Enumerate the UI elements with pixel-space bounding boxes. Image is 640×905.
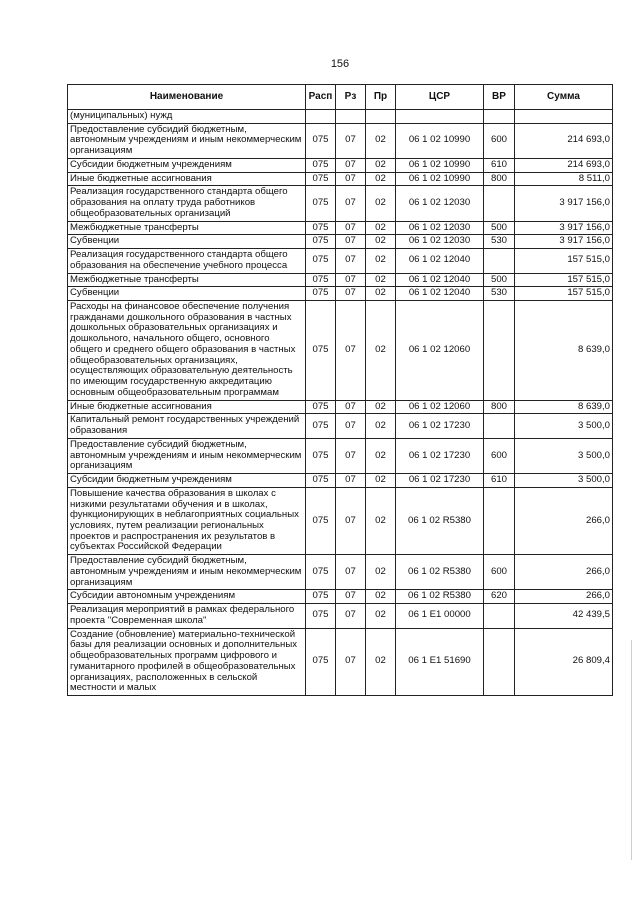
cell-csr: 06 1 02 12040 <box>396 287 484 301</box>
cell-rz: 07 <box>336 221 366 235</box>
cell-name: Предоставление субсидий бюджетным, автономным учреждениям и иным некоммерческим организациям <box>68 123 306 158</box>
cell-sum: 8 639,0 <box>515 400 613 414</box>
cell-rasp: 075 <box>306 555 336 590</box>
cell-name: Капитальный ремонт государственных учреждений образования <box>68 414 306 438</box>
table-row <box>68 301 613 401</box>
cell-csr <box>396 110 484 124</box>
table-header-row <box>68 85 613 110</box>
cell-vr: 620 <box>484 590 515 604</box>
table-row <box>68 273 613 287</box>
cell-rasp <box>306 110 336 124</box>
cell-rasp: 075 <box>306 287 336 301</box>
cell-rasp: 075 <box>306 221 336 235</box>
table-body <box>68 110 613 696</box>
table-row <box>68 487 613 554</box>
cell-name: Предоставление субсидий бюджетным, автономным учреждениям и иным некоммерческим организациям <box>68 555 306 590</box>
cell-csr: 06 1 02 R5380 <box>396 555 484 590</box>
cell-rz: 07 <box>336 123 366 158</box>
table-row <box>68 555 613 590</box>
header-rz: Рз <box>336 85 366 110</box>
cell-sum: 8 511,0 <box>515 172 613 186</box>
table-row <box>68 628 613 695</box>
cell-vr <box>484 414 515 438</box>
scan-edge-line <box>631 640 632 860</box>
cell-pr: 02 <box>366 438 396 473</box>
cell-sum: 157 515,0 <box>515 273 613 287</box>
cell-sum: 3 500,0 <box>515 474 613 488</box>
cell-vr: 610 <box>484 158 515 172</box>
cell-csr: 06 1 E1 51690 <box>396 628 484 695</box>
cell-csr: 06 1 02 12040 <box>396 249 484 273</box>
cell-rz: 07 <box>336 235 366 249</box>
cell-name: Субсидии автономным учреждениям <box>68 590 306 604</box>
cell-csr: 06 1 02 10990 <box>396 172 484 186</box>
cell-csr: 06 1 02 12060 <box>396 301 484 401</box>
cell-vr <box>484 301 515 401</box>
table-row <box>68 438 613 473</box>
cell-vr: 800 <box>484 400 515 414</box>
table-row <box>68 474 613 488</box>
cell-csr: 06 1 02 12060 <box>396 400 484 414</box>
cell-name: Межбюджетные трансферты <box>68 273 306 287</box>
header-vr: ВР <box>484 85 515 110</box>
cell-sum: 266,0 <box>515 487 613 554</box>
table-row <box>68 172 613 186</box>
cell-pr: 02 <box>366 273 396 287</box>
cell-rasp: 075 <box>306 628 336 695</box>
cell-rasp: 075 <box>306 158 336 172</box>
cell-name: Иные бюджетные ассигнования <box>68 400 306 414</box>
cell-pr <box>366 110 396 124</box>
cell-rz: 07 <box>336 172 366 186</box>
cell-csr: 06 1 02 R5380 <box>396 487 484 554</box>
cell-rz: 07 <box>336 273 366 287</box>
cell-csr: 06 1 02 17230 <box>396 474 484 488</box>
cell-rz: 07 <box>336 474 366 488</box>
cell-sum: 3 917 156,0 <box>515 235 613 249</box>
cell-rasp: 075 <box>306 301 336 401</box>
cell-name: Иные бюджетные ассигнования <box>68 172 306 186</box>
cell-csr: 06 1 02 12030 <box>396 221 484 235</box>
table-row <box>68 414 613 438</box>
table-row <box>68 249 613 273</box>
cell-name: Создание (обновление) материально-технической базы для реализации основных и дополнительных общеобразовательных программ цифрового и гуманитарного профилей в общеобразовательных организациях, расположенных в сельской местности и малых <box>68 628 306 695</box>
cell-rasp: 075 <box>306 487 336 554</box>
cell-pr: 02 <box>366 172 396 186</box>
cell-rz <box>336 110 366 124</box>
cell-name: Повышение качества образования в школах с низкими результатами обучения и в школах, функционирующих в неблагоприятных социальных условиях, путем реализации региональных проектов и распространения их результатов в субъектах Российской Федерации <box>68 487 306 554</box>
cell-sum: 8 639,0 <box>515 301 613 401</box>
cell-vr <box>484 110 515 124</box>
table-row <box>68 186 613 221</box>
table-row <box>68 235 613 249</box>
cell-csr: 06 1 02 17230 <box>396 438 484 473</box>
cell-rz: 07 <box>336 287 366 301</box>
header-csr: ЦСР <box>396 85 484 110</box>
cell-rz: 07 <box>336 555 366 590</box>
cell-rasp: 075 <box>306 235 336 249</box>
cell-pr: 02 <box>366 474 396 488</box>
cell-vr <box>484 604 515 628</box>
cell-rasp: 075 <box>306 474 336 488</box>
cell-vr <box>484 487 515 554</box>
cell-name: Субвенции <box>68 287 306 301</box>
cell-pr: 02 <box>366 400 396 414</box>
cell-sum: 3 917 156,0 <box>515 221 613 235</box>
cell-sum: 157 515,0 <box>515 249 613 273</box>
cell-name: (муниципальных) нужд <box>68 110 306 124</box>
cell-csr: 06 1 02 12040 <box>396 273 484 287</box>
cell-pr: 02 <box>366 590 396 604</box>
cell-rz: 07 <box>336 186 366 221</box>
cell-rasp: 075 <box>306 604 336 628</box>
cell-csr: 06 1 02 17230 <box>396 414 484 438</box>
cell-pr: 02 <box>366 555 396 590</box>
cell-rz: 07 <box>336 414 366 438</box>
cell-name: Субсидии бюджетным учреждениям <box>68 158 306 172</box>
cell-rasp: 075 <box>306 414 336 438</box>
cell-vr: 500 <box>484 273 515 287</box>
cell-pr: 02 <box>366 487 396 554</box>
cell-vr <box>484 628 515 695</box>
cell-name: Межбюджетные трансферты <box>68 221 306 235</box>
cell-rasp: 075 <box>306 438 336 473</box>
cell-name: Субвенции <box>68 235 306 249</box>
cell-vr: 800 <box>484 172 515 186</box>
cell-sum: 3 500,0 <box>515 414 613 438</box>
cell-sum: 3 500,0 <box>515 438 613 473</box>
table-row <box>68 221 613 235</box>
cell-vr <box>484 186 515 221</box>
cell-sum: 214 693,0 <box>515 123 613 158</box>
cell-pr: 02 <box>366 414 396 438</box>
cell-sum: 266,0 <box>515 590 613 604</box>
table-row <box>68 604 613 628</box>
table-row <box>68 400 613 414</box>
cell-name: Предоставление субсидий бюджетным, автономным учреждениям и иным некоммерческим организациям <box>68 438 306 473</box>
cell-rz: 07 <box>336 400 366 414</box>
cell-sum: 157 515,0 <box>515 287 613 301</box>
cell-rz: 07 <box>336 487 366 554</box>
cell-rasp: 075 <box>306 172 336 186</box>
cell-name: Реализация государственного стандарта общего образования на оплату труда работников общеобразовательных организаций <box>68 186 306 221</box>
cell-rz: 07 <box>336 249 366 273</box>
cell-name: Реализация мероприятий в рамках федерального проекта "Современная школа" <box>68 604 306 628</box>
cell-pr: 02 <box>366 604 396 628</box>
cell-pr: 02 <box>366 221 396 235</box>
cell-rz: 07 <box>336 301 366 401</box>
cell-rasp: 075 <box>306 273 336 287</box>
cell-pr: 02 <box>366 235 396 249</box>
cell-vr: 530 <box>484 235 515 249</box>
table-row <box>68 110 613 124</box>
cell-vr: 600 <box>484 555 515 590</box>
cell-rasp: 075 <box>306 123 336 158</box>
cell-rz: 07 <box>336 438 366 473</box>
cell-rasp: 075 <box>306 400 336 414</box>
cell-sum: 26 809,4 <box>515 628 613 695</box>
cell-pr: 02 <box>366 287 396 301</box>
cell-vr: 600 <box>484 438 515 473</box>
cell-pr: 02 <box>366 301 396 401</box>
table-row <box>68 123 613 158</box>
cell-vr: 600 <box>484 123 515 158</box>
cell-sum: 214 693,0 <box>515 158 613 172</box>
cell-rz: 07 <box>336 604 366 628</box>
cell-name: Субсидии бюджетным учреждениям <box>68 474 306 488</box>
header-name: Наименование <box>68 85 306 110</box>
header-pr: Пр <box>366 85 396 110</box>
cell-name: Реализация государственного стандарта общего образования на обеспечение учебного процесса <box>68 249 306 273</box>
cell-rasp: 075 <box>306 249 336 273</box>
cell-csr: 06 1 E1 00000 <box>396 604 484 628</box>
cell-pr: 02 <box>366 158 396 172</box>
cell-rz: 07 <box>336 590 366 604</box>
cell-pr: 02 <box>366 123 396 158</box>
cell-sum: 3 917 156,0 <box>515 186 613 221</box>
cell-sum: 266,0 <box>515 555 613 590</box>
table-row <box>68 590 613 604</box>
cell-vr: 500 <box>484 221 515 235</box>
cell-csr: 06 1 02 R5380 <box>396 590 484 604</box>
cell-pr: 02 <box>366 249 396 273</box>
table-row <box>68 287 613 301</box>
cell-vr: 530 <box>484 287 515 301</box>
cell-sum: 42 439,5 <box>515 604 613 628</box>
header-sum: Сумма <box>515 85 613 110</box>
cell-csr: 06 1 02 12030 <box>396 186 484 221</box>
cell-csr: 06 1 02 12030 <box>396 235 484 249</box>
cell-csr: 06 1 02 10990 <box>396 158 484 172</box>
cell-rz: 07 <box>336 628 366 695</box>
cell-vr: 610 <box>484 474 515 488</box>
cell-rasp: 075 <box>306 186 336 221</box>
page-number: 156 <box>330 58 350 70</box>
cell-sum <box>515 110 613 124</box>
cell-vr <box>484 249 515 273</box>
budget-table <box>67 84 613 696</box>
cell-rasp: 075 <box>306 590 336 604</box>
table-row <box>68 158 613 172</box>
cell-csr: 06 1 02 10990 <box>396 123 484 158</box>
cell-pr: 02 <box>366 628 396 695</box>
header-rasp: Расп <box>306 85 336 110</box>
cell-rz: 07 <box>336 158 366 172</box>
cell-name: Расходы на финансовое обеспечение получения гражданами дошкольного образования в частных дошкольных образовательных организациях и дошкольного, начального общего, основного общего и среднего общего образования в частных общеобразовательных организациях, осуществляющих образовательную деятельность по имеющим государственную аккредитацию основным общеобразовательным программам <box>68 301 306 401</box>
cell-pr: 02 <box>366 186 396 221</box>
